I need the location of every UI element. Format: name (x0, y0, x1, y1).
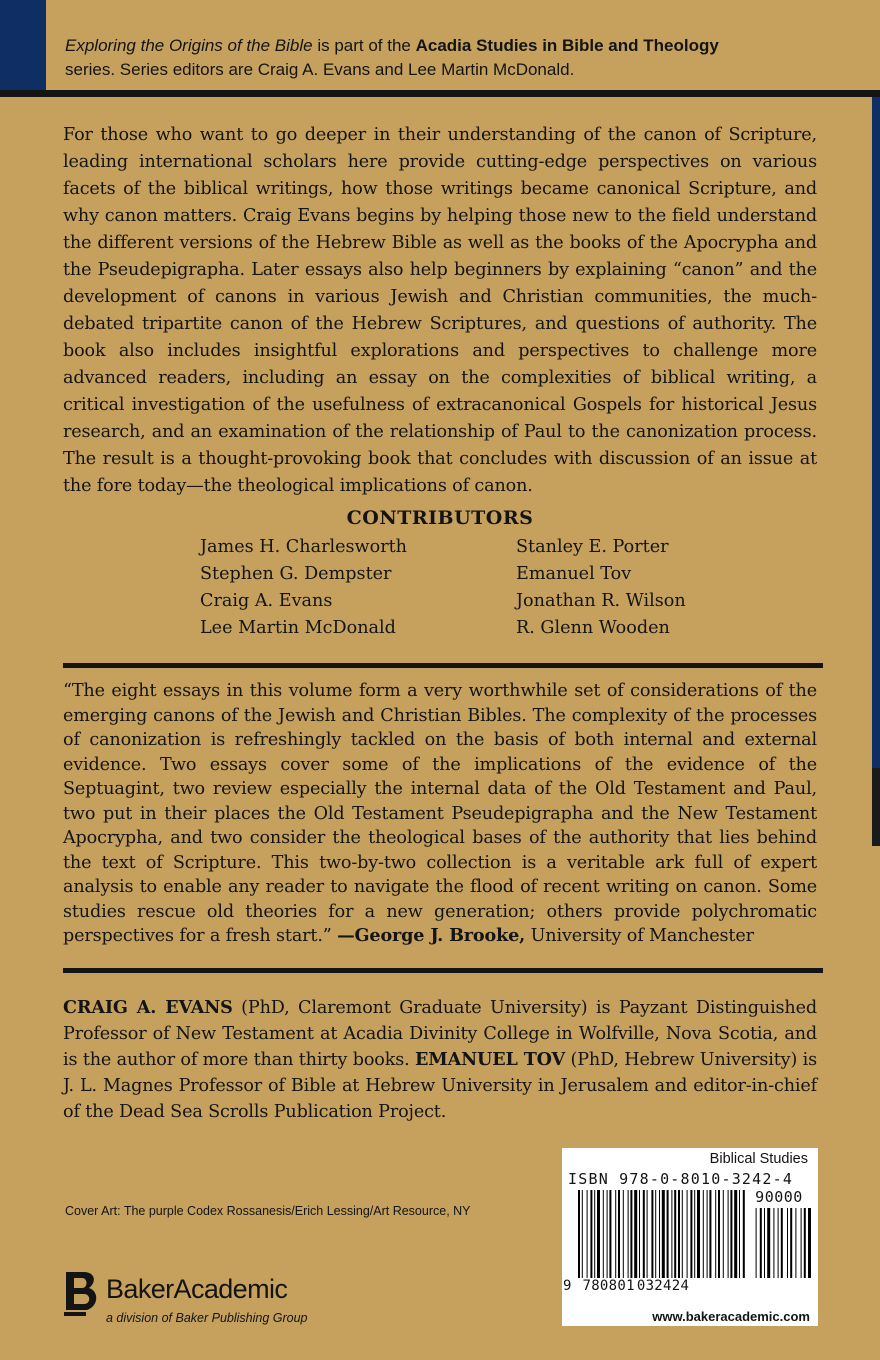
contributors-heading: CONTRIBUTORS (346, 507, 534, 529)
contributor-name: Stanley E. Porter (516, 537, 669, 557)
bio-name: CRAIG A. EVANS (63, 997, 233, 1018)
section-divider (63, 663, 823, 668)
barcode-panel (562, 1148, 818, 1326)
contributor-name: R. Glenn Wooden (516, 618, 670, 638)
spine-edge-bar (872, 92, 880, 768)
series-note (65, 34, 845, 82)
quote-affiliation: University of Manchester (525, 926, 754, 946)
contributor-name: Emanuel Tov (516, 564, 632, 584)
contributor-name: Lee Martin McDonald (200, 618, 396, 638)
category-label: Biblical Studies (709, 1151, 808, 1167)
price-code: 90000 (745, 1188, 813, 1206)
book-description: For those who want to go deeper in their understanding of the canon of Scripture, leading international scholars here provide cutting-edge perspectives on various facets of the biblical writings, how those writings became canonical Scripture, and why canon matters. Craig Evans begins by helping those new to the field understand the different versions of the Hebrew Bible as well as the books of the Apocrypha and the Pseudepigrapha. Later essays also help beginners by explaining “canon” and the development of canons in various Jewish and Christian communities, the much-debated tripartite canon of the Hebrew Scriptures, and questions of authority. The book also includes insightful explorations and perspectives to challenge more advanced readers, including an essay on the complexities of biblical writing, a critical investigation of the usefulness of extracanonical Gospels for historical Jesus research, and an examination of the relationship of Paul to the canonization process. The result is a thought-provoking book that concludes with discussion of an issue at the fore today—the theological implications of canon. (63, 125, 817, 496)
bio-text: (PhD, Claremont Graduate University) is Payzant Distinguished Professor of New Testament at Acadia Divinity College in Wolfville, Nova Scotia, and is the author of more than thirty books. (63, 998, 817, 1070)
publisher-name: BakerAcademic (106, 1274, 288, 1304)
publisher-logo (62, 1268, 308, 1325)
book-title: Exploring the Origins of the Bible (65, 36, 313, 55)
author-bio (63, 995, 817, 1125)
barcode-group: 780801 (582, 1278, 635, 1294)
section-divider (63, 968, 823, 973)
isbn-text: ISBN 978-0-8010-3242-4 (568, 1170, 794, 1188)
quote-text: “The eight essays in this volume form a very worthwhile set of considerations of the emerging canons of the Jewish and Christian Bibles. The complexity of the processes of canonization is refreshingly tackled on the basis of both internal and external evidence. Two essays cover some of the implications of the evidence of the Septuagint, two review especially the internal data of the Old Testament and Paul, two put in their places the Old Testament Pseudepigrapha and the New Testament Apocrypha, and two consider the theological bases of the authority that lies behind the text of Scripture. This two-by-two collection is a veritable ark full of expert analysis to enable any reader to navigate the flood of recent writing on canon. Some studies rescue old theories for a new generation; others provide polychromatic perspectives for a fresh start.” (63, 681, 817, 946)
cover-art-credit: Cover Art: The purple Codex Rossanesis/Erich Lessing/Art Resource, NY (65, 1204, 471, 1218)
contributors-right-column (516, 534, 686, 642)
bio-name: EMANUEL TOV (415, 1049, 566, 1070)
quote-author: —George J. Brooke, (337, 925, 526, 946)
publisher-tagline: a division of Baker Publishing Group (106, 1311, 308, 1325)
contributors-left-column (200, 534, 407, 642)
publisher-url: www.bakeracademic.com (652, 1309, 810, 1324)
series-text: is part of the (312, 36, 416, 55)
barcode-digits (562, 1278, 744, 1294)
endorsement-quote (63, 679, 817, 949)
spine-edge-dark (872, 768, 880, 846)
blue-accent-bar (0, 0, 46, 92)
contributor-name: Stephen G. Dempster (200, 564, 392, 584)
series-name: Acadia Studies in Bible and Theology (415, 36, 719, 55)
barcode-group: 032424 (636, 1278, 690, 1294)
contributor-name: James H. Charlesworth (200, 537, 408, 557)
baker-b-logo-icon (62, 1268, 102, 1322)
bio-text: (PhD, Hebrew University) is J. L. Magnes Professor of Bible at Hebrew University in Jerusalem and editor-in-chief of the Dead Sea Scrolls Publication Project. (63, 1050, 818, 1122)
series-editors: series. Series editors are Craig A. Evans and Lee Martin McDonald. (65, 60, 575, 79)
contributor-name: Jonathan R. Wilson (516, 591, 686, 611)
top-divider (0, 90, 880, 97)
contributor-name: Craig A. Evans (200, 591, 333, 611)
barcode-lead-digit: 9 (563, 1278, 572, 1294)
